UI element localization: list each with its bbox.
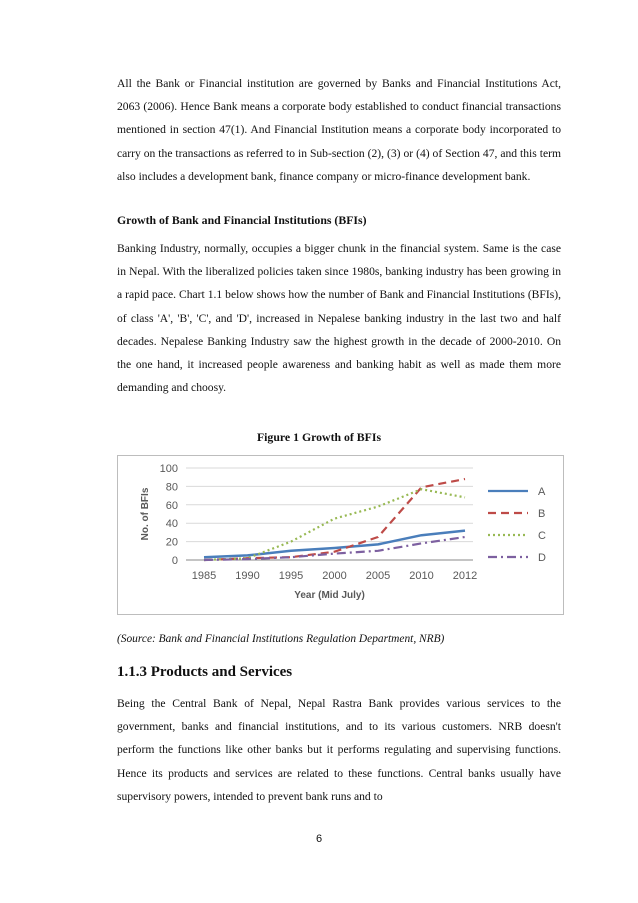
y-tick-label: 20: [165, 536, 178, 549]
y-tick-label: 100: [159, 463, 178, 475]
x-tick-label: 1985: [191, 570, 217, 582]
x-tick-label: 2012: [452, 570, 478, 582]
y-tick-label: 0: [171, 555, 178, 567]
legend-label-a: A: [538, 486, 546, 498]
y-tick-label: 40: [165, 518, 178, 531]
x-axis-title: Year (Mid July): [294, 590, 365, 601]
heading-growth-of-bfis: Growth of Bank and Financial Institutions (BFIs): [117, 213, 367, 227]
figure-source: (Source: Bank and Financial Institutions Regulation Department, NRB): [117, 633, 445, 645]
figure-title: Figure 1 Growth of BFIs: [256, 430, 382, 444]
section-heading: 1.1.3 Products and Services: [117, 664, 293, 680]
paragraph-bfi-act: All the Bank or Financial institution are governed by Banks and Financial Institutions Act, 2063 (2006). Hence Bank means a corporate body established to conduct financial transactions mentioned in section 47(1). And Financial Institution means a corporate body incorporated to carry on the transactions as referred to in Sub-section (2), (3) or (4) of Section 47, and this term also includes a development bank, finance company or micro-finance development bank.: [117, 77, 561, 183]
paragraph-products-services: Being the Central Bank of Nepal, Nepal Rastra Bank provides various services to the government, banks and financial institutions, and to its various customers. NRB doesn't perform the functions like other banks but it performs regulating and supervising functions. Hence its products and services are related to these functions. Central banks usually have supervisory powers, intended to prevent bank runs and to: [117, 697, 561, 803]
y-tick-label: 60: [165, 499, 178, 512]
x-tick-label: 1990: [235, 570, 260, 582]
y-tick-label: 80: [165, 481, 178, 494]
legend-label-d: D: [538, 552, 546, 564]
legend-label-c: C: [538, 530, 546, 542]
series-line-a: [204, 531, 465, 558]
x-tick-label: 2005: [365, 570, 391, 582]
page-number: 6: [315, 833, 323, 845]
legend-label-b: B: [538, 508, 546, 520]
series-line-c: [204, 489, 465, 560]
x-tick-label: 2010: [409, 570, 434, 582]
x-tick-label: 2000: [322, 570, 347, 582]
paragraph-banking-industry: Banking Industry, normally, occupies a bigger chunk in the financial system. Same is the case in Nepal. With the liberalized policies taken since 1980s, banking industry has been growing in a rapid pace. Chart 1.1 below shows how the number of Bank and Financial Institutions (BFIs), of class 'A', 'B', 'C', and 'D', increased in Nepalese banking industry in the last two and half decades. Nepalese Banking Industry saw the highest growth in the decade of 2000-2010. On the one hand, it increased people awareness and banking habit as well as made them more demanding and choosy.: [117, 242, 561, 395]
bfi-growth-chart: [117, 455, 564, 615]
chart-canvas: [118, 456, 563, 614]
y-axis-title: No. of BFIs: [140, 487, 151, 541]
x-tick-label: 1995: [278, 570, 304, 582]
